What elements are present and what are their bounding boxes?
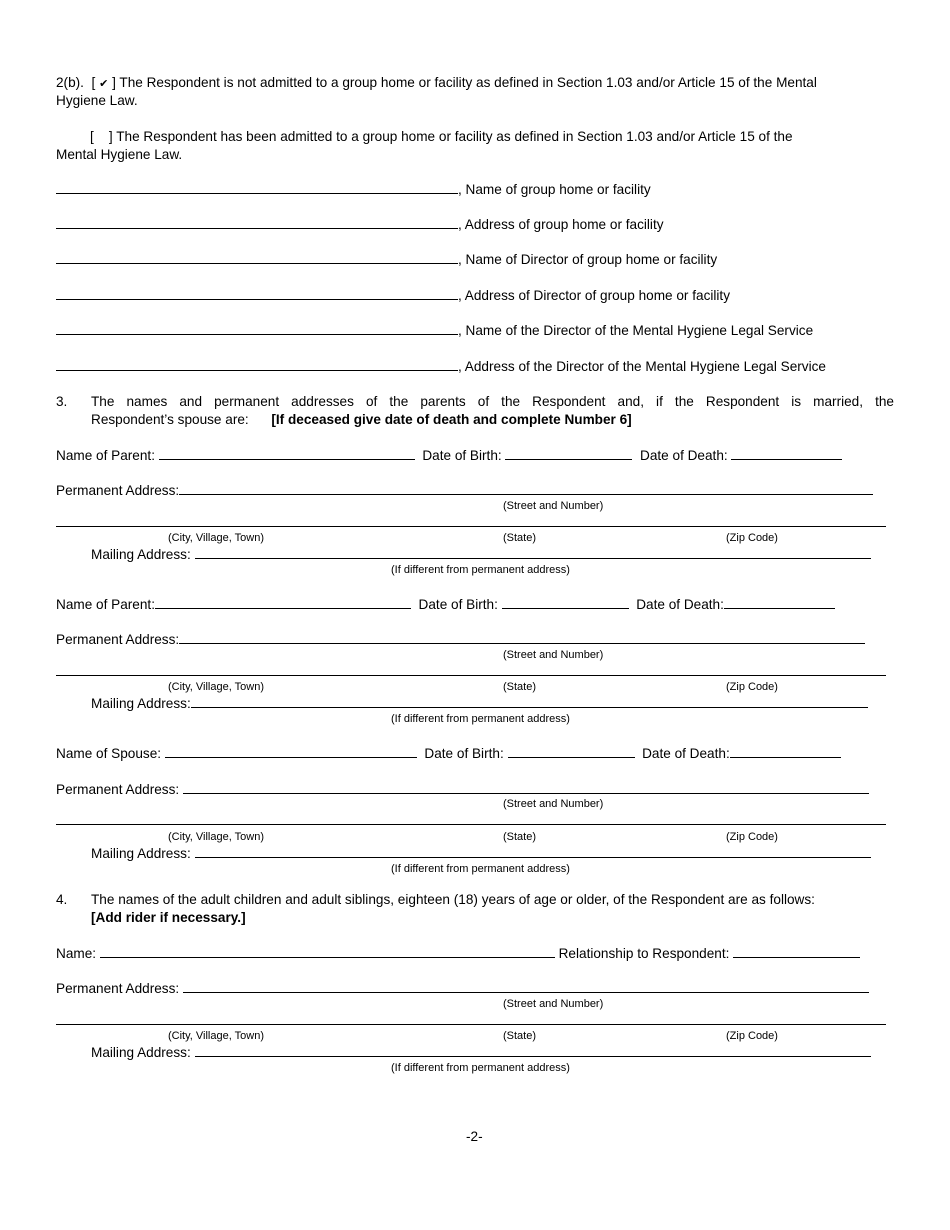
- spouse-name-field[interactable]: [165, 745, 417, 758]
- permanent-address-field[interactable]: [183, 980, 869, 993]
- field-label: , Address of group home or facility: [458, 217, 664, 232]
- state-caption: (State): [503, 681, 537, 693]
- mailing-address-label: Mailing Address:: [91, 696, 191, 711]
- zip-caption: (Zip Code): [726, 1030, 778, 1042]
- permanent-address-row: [56, 980, 869, 997]
- zip-caption: (Zip Code): [726, 532, 778, 544]
- section-3-instruction: [If deceased give date of death and complete Number 6]: [271, 412, 632, 427]
- city-line: [56, 1012, 886, 1029]
- city-state-zip-field[interactable]: [56, 663, 886, 676]
- dob-label: Date of Birth:: [418, 597, 498, 612]
- section-3-number: 3.: [56, 394, 68, 409]
- street-caption: (Street and Number): [503, 998, 604, 1010]
- mailing-address-field[interactable]: [191, 695, 868, 708]
- checkmark-icon[interactable]: ✔: [99, 78, 109, 90]
- dob-field[interactable]: [508, 745, 635, 758]
- parent-name-label: Name of Parent:: [56, 448, 155, 463]
- permanent-address-field[interactable]: [183, 781, 869, 794]
- section-4-instruction: [Add rider if necessary.]: [91, 910, 246, 925]
- spouse-name-label: Name of Spouse:: [56, 746, 162, 761]
- city-state-zip-field[interactable]: [56, 514, 886, 527]
- parent-2-row: [56, 596, 835, 613]
- section-3-text: The names and permanent addresses of the parents of the Respondent and, if the Respondent is married, the: [91, 394, 894, 409]
- dob-field[interactable]: [505, 447, 632, 460]
- permanent-address-label: Permanent Address:: [56, 981, 180, 996]
- if-different-caption: (If different from permanent address): [391, 1062, 570, 1074]
- field-label: , Address of Director of group home or facility: [458, 288, 730, 303]
- zip-caption: (Zip Code): [726, 831, 778, 843]
- section-3-line2: [91, 411, 632, 428]
- field-label: , Name of group home or facility: [458, 182, 651, 197]
- if-different-caption: (If different from permanent address): [391, 564, 570, 576]
- mailing-address-row: [91, 1044, 871, 1061]
- permanent-address-field[interactable]: [179, 482, 873, 495]
- if-different-caption: (If different from permanent address): [391, 863, 570, 875]
- mailing-address-label: Mailing Address:: [91, 1045, 191, 1060]
- permanent-address-label: Permanent Address:: [56, 483, 180, 498]
- city-caption: (City, Village, Town): [168, 831, 264, 843]
- mhls-director-name-blank[interactable]: [56, 322, 458, 335]
- mailing-address-row: [91, 695, 868, 712]
- street-caption: (Street and Number): [503, 649, 604, 661]
- state-caption: (State): [503, 831, 537, 843]
- field-label: , Name of the Director of the Mental Hygiene Legal Service: [458, 323, 814, 338]
- page-number: -2-: [466, 1129, 483, 1144]
- relationship-field[interactable]: [733, 945, 860, 958]
- section-2b-option-2: [90, 128, 793, 145]
- parent-name-field[interactable]: [155, 596, 411, 609]
- dod-label: Date of Death:: [636, 597, 724, 612]
- city-line: [56, 663, 886, 680]
- mailing-address-label: Mailing Address:: [91, 846, 191, 861]
- city-state-zip-field[interactable]: [56, 812, 886, 825]
- city-line: [56, 514, 886, 531]
- city-line: [56, 812, 886, 829]
- option-1-text: The Respondent is not admitted to a group home or facility as defined in Section 1.03 and/or Article 15 of the Mental: [119, 75, 817, 90]
- relationship-label: Relationship to Respondent:: [558, 946, 730, 961]
- zip-caption: (Zip Code): [726, 681, 778, 693]
- state-caption: (State): [503, 532, 537, 544]
- mhls-director-address-blank[interactable]: [56, 358, 458, 371]
- dod-field[interactable]: [731, 447, 842, 460]
- parent-name-label: Name of Parent:: [56, 597, 155, 612]
- section-2b-option-1: [56, 74, 817, 93]
- facility-field-row: [56, 251, 717, 268]
- name-label: Name:: [56, 946, 97, 961]
- parent-1-row: [56, 447, 842, 464]
- facility-field-row: [56, 181, 651, 198]
- field-label: , Address of the Director of the Mental Hygiene Legal Service: [458, 359, 826, 374]
- facility-name-blank[interactable]: [56, 181, 458, 194]
- child-sibling-row: [56, 945, 860, 962]
- mailing-address-label: Mailing Address:: [91, 547, 191, 562]
- spouse-row: [56, 745, 841, 762]
- mailing-address-field[interactable]: [195, 546, 871, 559]
- mailing-address-field[interactable]: [195, 1044, 871, 1057]
- mailing-address-row: [91, 845, 871, 862]
- if-different-caption: (If different from permanent address): [391, 713, 570, 725]
- dob-field[interactable]: [502, 596, 629, 609]
- parent-name-field[interactable]: [159, 447, 415, 460]
- mailing-address-row: [91, 546, 871, 563]
- city-state-zip-field[interactable]: [56, 1012, 886, 1025]
- checkbox-empty[interactable]: [ ]: [90, 129, 113, 144]
- permanent-address-row: [56, 781, 869, 798]
- permanent-address-label: Permanent Address:: [56, 782, 180, 797]
- city-caption: (City, Village, Town): [168, 532, 264, 544]
- street-caption: (Street and Number): [503, 798, 604, 810]
- permanent-address-row: [56, 482, 873, 499]
- option-2-continuation: Mental Hygiene Law.: [56, 147, 183, 162]
- facility-field-row: [56, 287, 730, 304]
- field-label: , Name of Director of group home or facility: [458, 252, 718, 267]
- checkbox-open: [: [91, 75, 96, 90]
- dod-field[interactable]: [724, 596, 835, 609]
- dod-label: Date of Death:: [642, 746, 730, 761]
- facility-field-row: [56, 216, 664, 233]
- facility-field-row: [56, 358, 826, 375]
- checkbox-close: ]: [112, 75, 116, 90]
- city-caption: (City, Village, Town): [168, 681, 264, 693]
- permanent-address-label: Permanent Address:: [56, 632, 180, 647]
- section-4-text: The names of the adult children and adult siblings, eighteen (18) years of age or older, of the Respondent are as follows:: [91, 892, 815, 907]
- state-caption: (State): [503, 1030, 537, 1042]
- dod-field[interactable]: [730, 745, 841, 758]
- section-3-line2-text: Respondent’s spouse are:: [91, 412, 249, 427]
- director-address-blank[interactable]: [56, 287, 458, 300]
- permanent-address-field[interactable]: [179, 631, 865, 644]
- section-number: 2(b).: [56, 75, 84, 90]
- facility-field-row: [56, 322, 813, 339]
- mailing-address-field[interactable]: [195, 845, 871, 858]
- dob-label: Date of Birth:: [422, 448, 502, 463]
- director-name-blank[interactable]: [56, 251, 458, 264]
- option-2-text: The Respondent has been admitted to a group home or facility as defined in Section 1.03 and/or Article 15 of the: [116, 129, 793, 144]
- section-4-number: 4.: [56, 892, 68, 907]
- city-caption: (City, Village, Town): [168, 1030, 264, 1042]
- street-caption: (Street and Number): [503, 500, 604, 512]
- facility-address-blank[interactable]: [56, 216, 458, 229]
- dod-label: Date of Death:: [640, 448, 728, 463]
- dob-label: Date of Birth:: [424, 746, 504, 761]
- permanent-address-row: [56, 631, 865, 648]
- option-1-continuation: Hygiene Law.: [56, 93, 138, 108]
- name-field[interactable]: [100, 945, 555, 958]
